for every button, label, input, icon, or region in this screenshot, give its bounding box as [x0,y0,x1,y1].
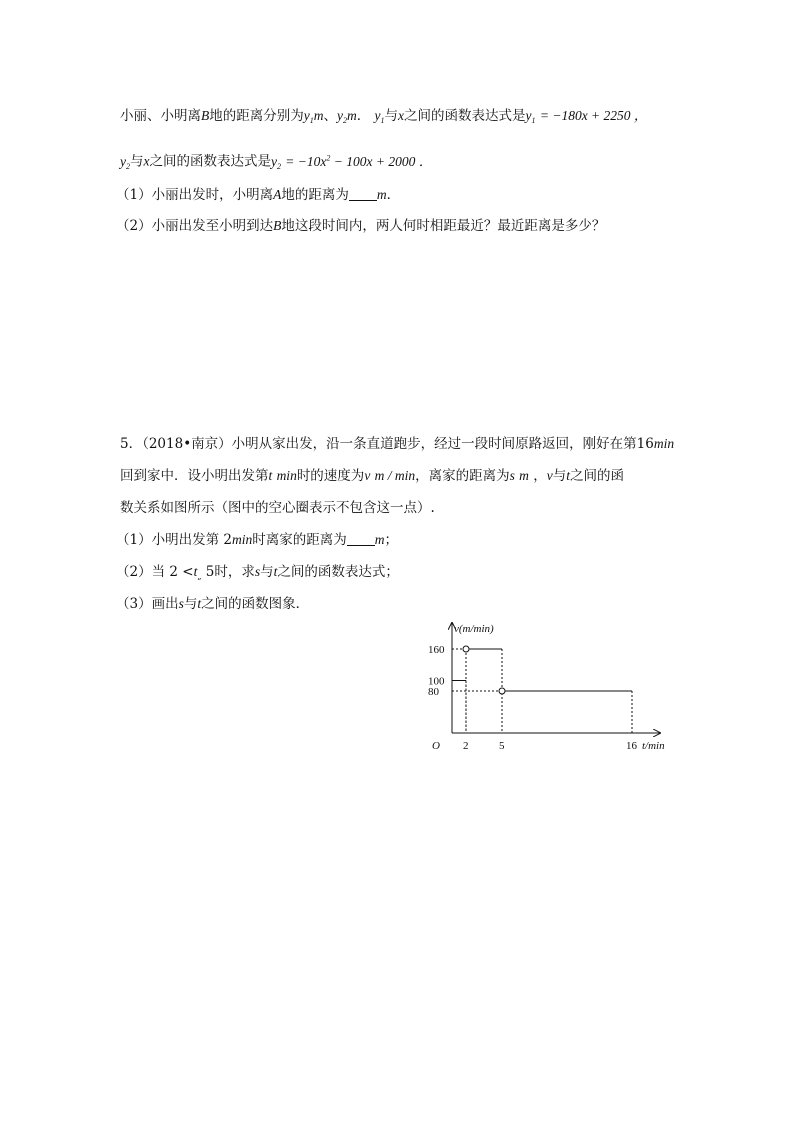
open-point-2 [499,688,505,694]
p4-period: ． [356,108,371,124]
p5-question2: （2）当 $2 <t_„$ 5时，求s与t之间的函数表达式； [116,564,399,581]
y-tick-100: 100 [428,675,445,688]
x-tick-16: 16 [626,740,637,752]
x-axis-label: t/min [642,740,665,752]
p4-y1: $y_1m$ [303,108,324,125]
answer-blank [347,531,375,546]
p4-eq2: = $-10x^2 - 100x + 2000$ ． [285,153,433,169]
p4-text: 与 [384,108,399,124]
p4-y2: $y_2m$ [337,108,357,125]
p4-question2: （2）小丽出发至小明到达B地这段时间内，两人何时相距最近？最近距离是多少？ [116,218,606,234]
p5-question3: （3）画出s与t之间的函数图象． [116,596,310,612]
p5-intro-line3: 数关系如图所示（图中的空心圈表示不包含这一点）. [120,500,435,516]
p4-eq1: = −180x + 2250 ， [539,108,648,123]
y-tick-80: 80 [428,686,439,698]
p4-question1: （1）小丽出发时，小明离A地的距离为 m． [116,187,401,203]
p4-y1-eq: $y_1$ [525,108,536,125]
p4-text: 之间的函数表达式是 [149,153,271,170]
open-point-1 [463,646,469,652]
origin-label: O [432,740,440,752]
p5-question1: （1）小明出发第 2min时离家的距离为 m； [116,532,398,548]
p4-text: 与 [130,153,144,170]
p5-intro-line2: 回到家中．设小明出发第t min时的速度为v m / min，离家的距离为s m ，v与t之间的函 [120,468,624,484]
p4-line2 [120,148,432,177]
y-axis-label: v(m/min) [454,623,494,635]
answer-blank [349,186,377,201]
p4-line1 [120,106,647,131]
velocity-time-graph [410,618,680,763]
p4-sep: 、 [323,108,337,124]
p4-text: 地的距离分别为 [209,108,304,124]
p4-text: 小丽、小明离 [120,108,201,124]
p4-x: x [143,153,150,169]
p5-intro-line1: 5．（2018•南京）小明从家出发，沿一条直道跑步，经过一段时间原路返回，刚好在第16min [120,436,675,452]
p4-y2-eq: $y_2$ [271,153,281,171]
x-tick-5: 5 [499,740,505,752]
p4-x: x [398,108,405,123]
x-tick-2: 2 [463,740,469,752]
p4-point-b: B [201,108,210,123]
p4-y1-b: $y_1$ [374,108,385,125]
y-tick-160: 160 [428,644,445,656]
p4-y2-b: $y_2$ [120,153,130,171]
p4-text: 之间的函数表达式是 [404,108,526,124]
